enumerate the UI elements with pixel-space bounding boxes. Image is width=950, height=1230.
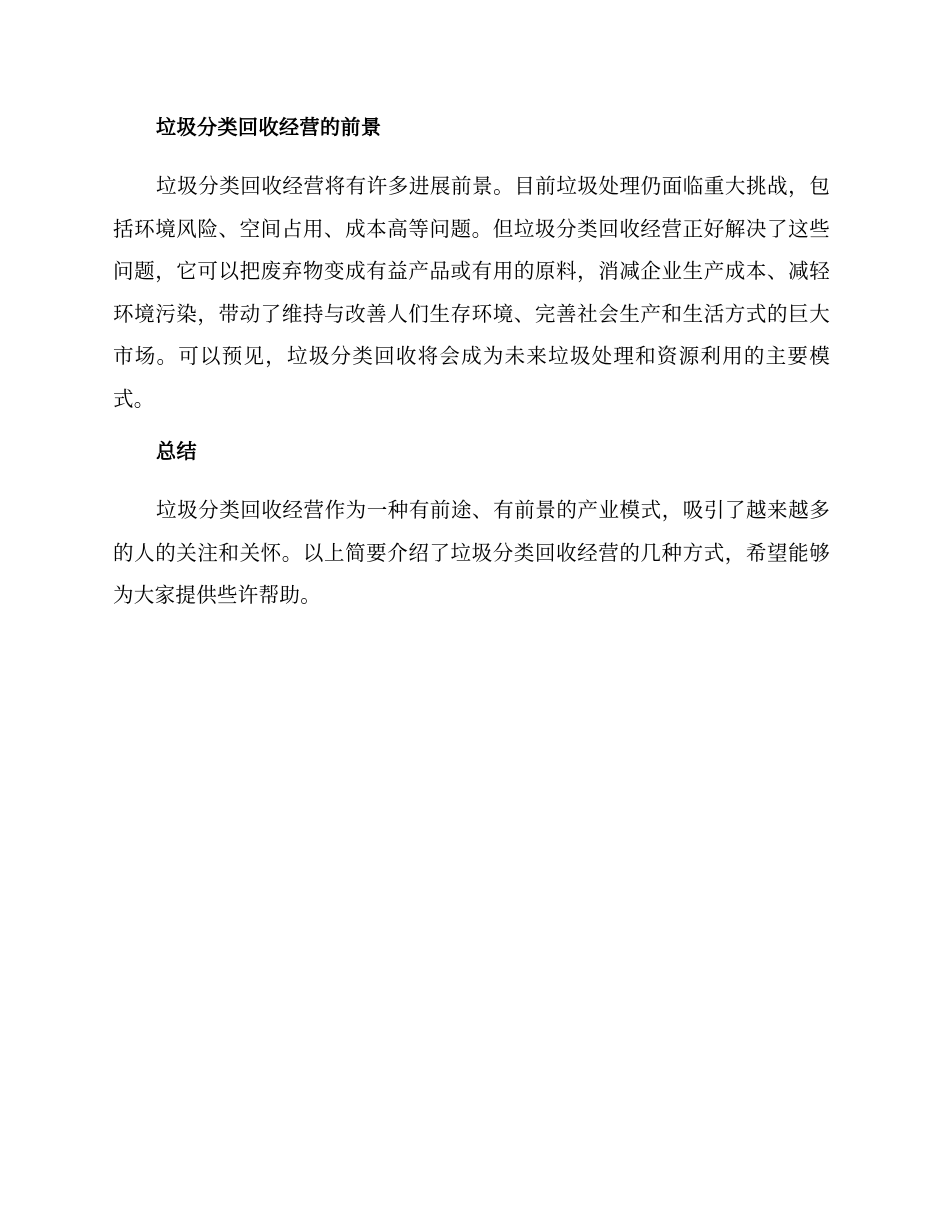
spacer xyxy=(113,420,830,434)
section-heading-prospects: 垃圾分类回收经营的前景 xyxy=(156,115,382,139)
spacer xyxy=(113,144,830,165)
document-body xyxy=(113,110,830,617)
section-heading-summary: 总结 xyxy=(156,439,197,463)
section-paragraph-summary: 垃圾分类回收经营作为一种有前途、有前景的产业模式，吸引了越来越多的人的关注和关怀。以上简要介绍了垃圾分类回收经营的几种方式，希望能够为大家提供些许帮助。 xyxy=(113,498,830,607)
section-paragraph-prospects: 垃圾分类回收经营将有许多进展前景。目前垃圾处理仍面临重大挑战，包括环境风险、空间占用、成本高等问题。但垃圾分类回收经营正好解决了这些问题，它可以把废弃物变成有益产品或有用的原料，消减企业生产成本、减轻环境污染，带动了维持与改善人们生存环境、完善社会生产和生活方式的巨大市场。可以预见，垃圾分类回收将会成为未来垃圾处理和资源利用的主要模式。 xyxy=(113,174,830,411)
spacer xyxy=(113,468,830,489)
